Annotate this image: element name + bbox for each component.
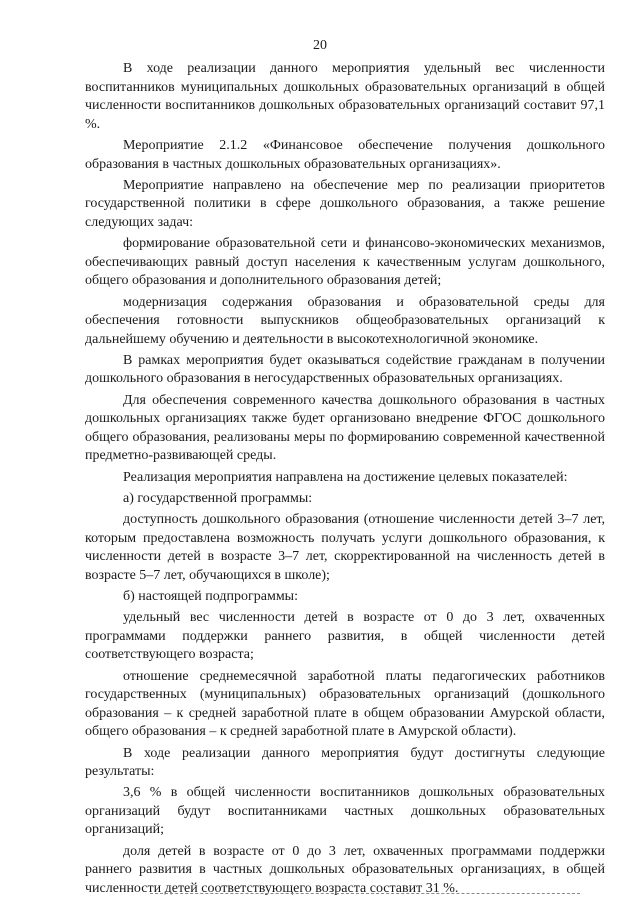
paragraph: доля детей в возрасте от 0 до 3 лет, охваченных программами поддержки раннего развития в частных дошкольных образовательных организациях, в общей численности детей соответствующего возраста составит 31 %. <box>85 843 605 896</box>
paragraph: В ходе реализации данного мероприятия удельный вес численности воспитанников муниципальных дошкольных образовательных организаций в общей численности воспитанников дошкольных образовательных организаций составит 97,1 %. <box>85 61 605 132</box>
page-number: 20 <box>313 38 327 53</box>
paragraph: Для обеспечения современного качества дошкольного образования в частных дошкольных организациях также будет организовано внедрение ФГОС дошкольного общего образования, реализованы меры по формированию современной качественной предметно-развивающей среды. <box>85 392 605 464</box>
paragraph: В рамках мероприятия будет оказываться содействие гражданам в получении дошкольного образования в негосударственных образовательных организациях. <box>85 352 605 387</box>
paragraph: формирование образовательной сети и финансово-экономических механизмов, обеспечивающих равный доступ населения к качественным услугам дошкольного, общего образования и дополнительного образования детей; <box>85 236 605 289</box>
paragraph: модернизация содержания образования и образовательной среды для обеспечения готовности выпускников общеобразовательных организаций к дальнейшему обучению и деятельности в высокотехнологичной экономике. <box>85 294 605 347</box>
paragraph: доступность дошкольного образования (отношение численности детей 3–7 лет, которым предоставлена возможность получать услуги дошкольного образования, к численности детей в возрасте 3–7 лет, скорректированной на численность детей в возрасте 5–7 лет, обучающихся в школе); <box>85 512 605 583</box>
paragraph: 3,6 % в общей численности воспитанников дошкольных образовательных организаций будут воспитанниками частных дошкольных образовательных организаций; <box>85 785 605 838</box>
paragraph: б) настоящей подпрограммы: <box>123 588 298 604</box>
paragraph: В ходе реализации данного мероприятия будут достигнуты следующие результаты: <box>85 745 605 780</box>
bottom-divider <box>150 893 580 894</box>
paragraph: Реализация мероприятия направлена на достижение целевых показателей: <box>123 469 568 485</box>
paragraph: Мероприятие 2.1.2 «Финансовое обеспечение получения дошкольного образования в частных дошкольных образовательных организациях». <box>85 137 605 172</box>
paragraph: отношение среднемесячной заработной платы педагогических работников государственных (муниципальных) образовательных организаций (дошкольного образования – к средней заработной плате в общем образовании Амурской области, общего образования – к средней заработной плате в Амурской области). <box>85 668 605 740</box>
paragraph: а) государственной программы: <box>123 490 313 506</box>
document-body <box>85 60 605 898</box>
paragraph: удельный вес численности детей в возрасте от 0 до 3 лет, охваченных программами поддержки раннего развития, в общей численности детей соответствующего возраста; <box>85 610 605 663</box>
paragraph: Мероприятие направлено на обеспечение мер по реализации приоритетов государственной политики в сфере дошкольного образования, а также решение следующих задач: <box>85 177 605 230</box>
